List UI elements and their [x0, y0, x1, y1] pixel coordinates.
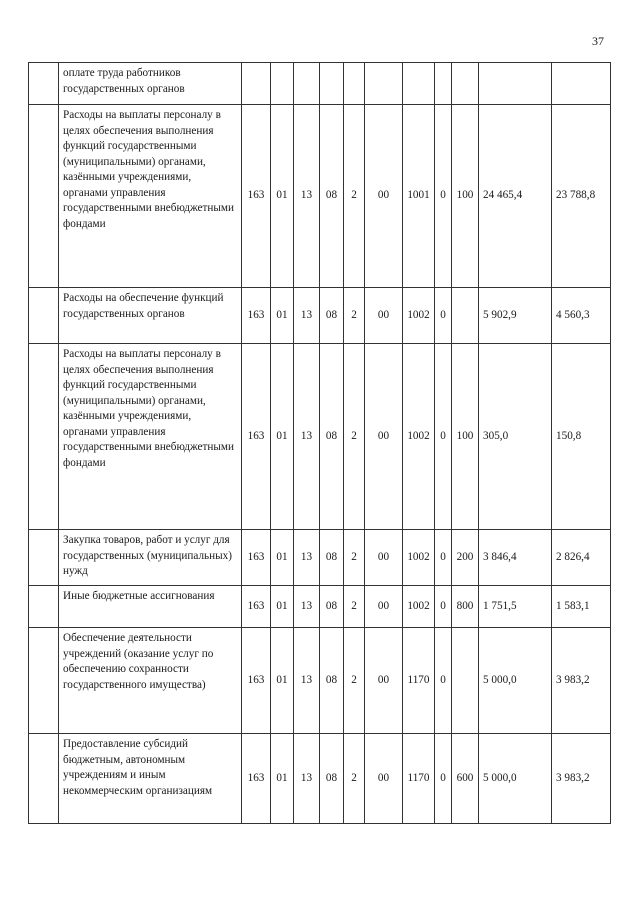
cell-ministry: 163: [242, 586, 271, 628]
row-name: Обеспечение деятельности учреждений (оказание услуг по обеспечению сохранности государственного имущества): [59, 628, 242, 734]
cell-subsection: 13: [294, 344, 320, 530]
cell-code: 1170: [403, 628, 435, 734]
cell-section: 01: [271, 628, 294, 734]
cell-subprogram: 2: [344, 734, 365, 824]
table-row: [29, 105, 611, 288]
cell-section: 01: [271, 586, 294, 628]
cell-code: 1170: [403, 734, 435, 824]
table-row: [29, 734, 611, 824]
cell-vr: 800: [452, 586, 479, 628]
cell-program: 08: [320, 628, 344, 734]
cell-subprogram: 2: [344, 530, 365, 586]
row-name: Расходы на выплаты персоналу в целях обеспечения выполнения функций государственными (муниципальными) органами, казёнными учреждениями, органами управления государственными внебюджетными фондами: [59, 344, 242, 530]
cell-subsection: 13: [294, 628, 320, 734]
cell-sub: 0: [435, 105, 452, 288]
cell-program: 08: [320, 344, 344, 530]
table-row: [29, 344, 611, 530]
cell-program: 08: [320, 734, 344, 824]
cell-code: 1001: [403, 105, 435, 288]
cell-vr: [452, 628, 479, 734]
cell-ministry: 163: [242, 105, 271, 288]
cell-amount-1: [479, 63, 552, 105]
cell-program: 08: [320, 530, 344, 586]
cell-program: 08: [320, 288, 344, 344]
cell-amount-2: 150,8: [552, 344, 611, 530]
cell-vr: 100: [452, 105, 479, 288]
cell-sub: 0: [435, 586, 452, 628]
table-row: [29, 586, 611, 628]
cell-section: [271, 63, 294, 105]
cell-sub: 0: [435, 344, 452, 530]
row-name: Иные бюджетные ассигнования: [59, 586, 242, 628]
cell-ministry: 163: [242, 530, 271, 586]
cell-vr: 200: [452, 530, 479, 586]
cell-subprogram: 2: [344, 344, 365, 530]
cell-subsection: 13: [294, 288, 320, 344]
cell-direction: 00: [365, 344, 403, 530]
cell-ministry: [242, 63, 271, 105]
cell-amount-2: 1 583,1: [552, 586, 611, 628]
cell-amount-1: 5 000,0: [479, 628, 552, 734]
cell-amount-1: 305,0: [479, 344, 552, 530]
cell-amount-2: 2 826,4: [552, 530, 611, 586]
cell-code: 1002: [403, 288, 435, 344]
cell-code: 1002: [403, 530, 435, 586]
row-name: Расходы на выплаты персоналу в целях обеспечения выполнения функций государственными (муниципальными) органами, казёнными учреждениями, органами управления государственными внебюджетными фондами: [59, 105, 242, 288]
cell-code: 1002: [403, 344, 435, 530]
cell-amount-2: 3 983,2: [552, 734, 611, 824]
cell-subprogram: 2: [344, 586, 365, 628]
cell-sub: 0: [435, 288, 452, 344]
cell-section: 01: [271, 288, 294, 344]
cell-amount-2: 23 788,8: [552, 105, 611, 288]
cell-ministry: 163: [242, 344, 271, 530]
cell-subsection: [294, 63, 320, 105]
cell-direction: 00: [365, 586, 403, 628]
cell-code: 1002: [403, 586, 435, 628]
cell-direction: 00: [365, 734, 403, 824]
cell-sub: [435, 63, 452, 105]
cell-amount-2: 4 560,3: [552, 288, 611, 344]
budget-table: [28, 62, 611, 824]
cell-subsection: 13: [294, 105, 320, 288]
cell-direction: 00: [365, 628, 403, 734]
cell-direction: [365, 63, 403, 105]
cell-amount-1: 5 902,9: [479, 288, 552, 344]
cell-vr: 600: [452, 734, 479, 824]
cell-ministry: 163: [242, 628, 271, 734]
row-name: оплате труда работников государственных органов: [59, 63, 242, 105]
table-row: [29, 288, 611, 344]
cell-direction: 00: [365, 288, 403, 344]
cell-direction: 00: [365, 105, 403, 288]
cell-code: [403, 63, 435, 105]
cell-section: 01: [271, 105, 294, 288]
cell-vr: 100: [452, 344, 479, 530]
row-name: Предоставление субсидий бюджетным, автономным учреждениям и иным некоммерческим организациям: [59, 734, 242, 824]
cell-section: 01: [271, 734, 294, 824]
table-row: [29, 63, 611, 105]
cell-subprogram: [344, 63, 365, 105]
row-name: Закупка товаров, работ и услуг для государственных (муниципальных) нужд: [59, 530, 242, 586]
cell-amount-2: 3 983,2: [552, 628, 611, 734]
cell-subsection: 13: [294, 586, 320, 628]
cell-vr: [452, 288, 479, 344]
cell-ministry: 163: [242, 288, 271, 344]
cell-subprogram: 2: [344, 105, 365, 288]
cell-program: [320, 63, 344, 105]
table-row: [29, 530, 611, 586]
cell-amount-1: 3 846,4: [479, 530, 552, 586]
cell-program: 08: [320, 105, 344, 288]
cell-subprogram: 2: [344, 288, 365, 344]
cell-amount-1: 24 465,4: [479, 105, 552, 288]
cell-subprogram: 2: [344, 628, 365, 734]
cell-sub: 0: [435, 628, 452, 734]
cell-sub: 0: [435, 734, 452, 824]
cell-direction: 00: [365, 530, 403, 586]
cell-section: 01: [271, 530, 294, 586]
cell-amount-1: 5 000,0: [479, 734, 552, 824]
cell-program: 08: [320, 586, 344, 628]
table-row: [29, 628, 611, 734]
cell-vr: [452, 63, 479, 105]
row-name: Расходы на обеспечение функций государственных органов: [59, 288, 242, 344]
cell-section: 01: [271, 344, 294, 530]
cell-amount-2: [552, 63, 611, 105]
page-number: 37: [592, 34, 604, 48]
cell-sub: 0: [435, 530, 452, 586]
cell-subsection: 13: [294, 734, 320, 824]
cell-ministry: 163: [242, 734, 271, 824]
cell-amount-1: 1 751,5: [479, 586, 552, 628]
cell-subsection: 13: [294, 530, 320, 586]
